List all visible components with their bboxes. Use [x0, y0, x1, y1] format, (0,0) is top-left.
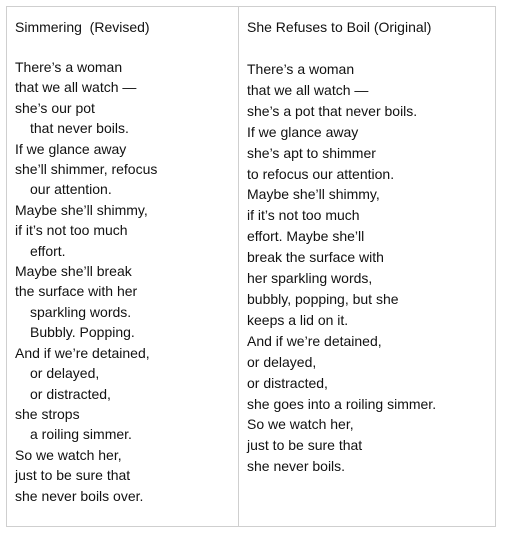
original-poem-lines — [247, 59, 495, 477]
poem-line: the surface with her — [15, 283, 138, 300]
poem-line: she’s apt to shimmer — [247, 144, 376, 161]
revised-poem-title: Simmering (Revised) — [15, 19, 150, 35]
poem-line: that never boils. — [30, 120, 129, 137]
poem-line: If we glance away — [247, 123, 359, 140]
poem-line: And if we’re detained, — [15, 344, 150, 361]
poem-line: a roiling simmer. — [30, 426, 132, 443]
poem-line: effort. — [30, 242, 66, 259]
poem-line: Maybe she’ll shimmy, — [247, 186, 380, 203]
poem-line: our attention. — [30, 181, 112, 198]
poem-line: that we all watch — — [15, 79, 137, 96]
poem-line: So we watch her, — [247, 416, 354, 433]
poem-line: she’s a pot that never boils. — [247, 102, 418, 119]
poem-line: if it’s not too much — [15, 222, 128, 239]
poem-line: or delayed, — [30, 365, 100, 382]
poem-line: that we all watch — — [247, 81, 369, 98]
poem-line: There’s a woman — [247, 61, 355, 77]
poem-line: if it’s not too much — [247, 207, 360, 224]
poem-line: her sparkling words, — [247, 270, 373, 287]
poem-line: If we glance away — [15, 140, 127, 157]
poem-line: bubbly, popping, but she — [247, 290, 399, 307]
original-poem-title: She Refuses to Boil (Original) — [247, 19, 432, 35]
poem-line: or delayed, — [247, 353, 317, 370]
poem-line: or distracted, — [247, 374, 328, 391]
poem-line: to refocus our attention. — [247, 165, 395, 182]
poem-line: she’s our pot — [15, 99, 95, 116]
original-poem-column — [239, 7, 495, 526]
poem-line: sparkling words. — [30, 303, 132, 320]
poem-line: Bubbly. Popping. — [30, 324, 135, 341]
poem-line: she never boils. — [247, 458, 346, 475]
poem-line: effort. Maybe she’ll — [247, 228, 365, 245]
poem-line: keeps a lid on it. — [247, 311, 349, 328]
poem-line: There’s a woman — [15, 59, 123, 75]
poem-line: just to be sure that — [15, 467, 131, 484]
revised-poem-lines — [15, 57, 238, 506]
poem-line: Maybe she’ll shimmy, — [15, 201, 148, 218]
poem-line: she never boils over. — [15, 487, 144, 504]
poem-line: Maybe she’ll break — [15, 263, 132, 280]
poem-comparison-table — [6, 6, 496, 527]
poem-line: she strops — [15, 405, 80, 422]
poem-line: And if we’re detained, — [247, 332, 382, 349]
revised-poem-column — [7, 7, 239, 526]
poem-line: break the surface with — [247, 249, 384, 266]
poem-line: So we watch her, — [15, 446, 122, 463]
poem-line: or distracted, — [30, 385, 111, 402]
poem-line: she’ll shimmer, refocus — [15, 161, 158, 178]
poem-line: just to be sure that — [247, 437, 363, 454]
poem-line: she goes into a roiling simmer. — [247, 395, 437, 412]
